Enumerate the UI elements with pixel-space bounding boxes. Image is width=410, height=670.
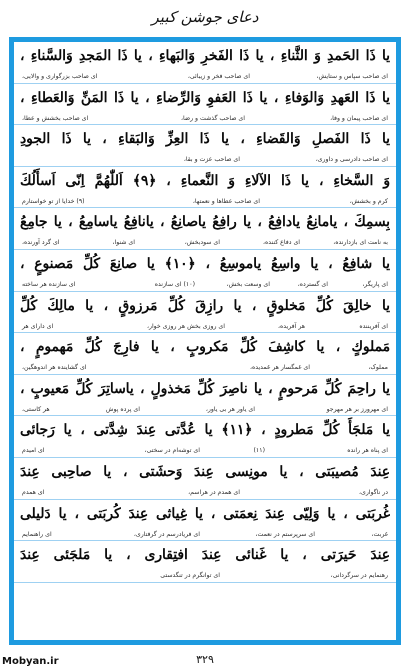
verse-row (14, 416, 396, 458)
translation-segment: ای گسترده، (297, 281, 328, 288)
arabic-line: عِندَ مُصيبَتی ، يا مونِسی عِندَ وَحشَتی ، يا صاحِبی عِندَ (20, 464, 390, 480)
translation-segment: ای غمگسار هر غمدیده، (249, 364, 310, 372)
translation-segment: ای صاحب عزت و بقا، (183, 156, 240, 164)
translation-segment: ای پرده پوش (105, 405, 140, 413)
arabic-line: غُربَتی ، يا وَلِيّی عِندَ نِعمَتی ، يا غِياثی عِندَ كُربَتی ، يا دَليلی (20, 505, 390, 522)
translation-segment: ای پاریگر، (362, 281, 388, 288)
translation-segment: ای همدم (22, 489, 45, 496)
translation-segment: ای روزی بخش هر روزی خوار، (146, 322, 225, 330)
arabic-line: عِندَ حَيرَتی ، يا غَنائی عِندَ افتِقاری ، يا مَلجَئی عِندَ (20, 547, 390, 564)
arabic-line: يا خالِقَ كُلِّ مَخلوقٍ ، يا رازِقَ كُلِّ مَرزوقٍ ، يا مالِكَ كُلِّ (20, 297, 390, 314)
translation-segment: ای صاحب پیمان و وفا، (330, 114, 388, 122)
verse-row (14, 541, 396, 583)
translation-segment: ای توشه‌ام در سختی، (144, 447, 200, 455)
verse-row (14, 500, 396, 542)
translation-segment: مملوک، (368, 364, 388, 372)
translation-segment: ای سودبخش، (184, 239, 220, 247)
translation-segment: ای آفریننده (359, 322, 388, 330)
translation-segment: ای وسعت بخش، (226, 281, 270, 288)
translation-line (20, 486, 390, 499)
translation-segment: به نامت ای بازدارنده، (333, 239, 388, 247)
translation-segment: ای صاحب سپاس و ستایش، (316, 73, 388, 80)
translation-line (20, 70, 390, 83)
translation-line (20, 528, 390, 541)
translation-segment: ای فریادرسم در گرفتاری، (133, 530, 200, 538)
page-number: ۳۲۹ (196, 653, 214, 666)
translation-line (20, 195, 390, 208)
translation-segment: هر آفریده، (278, 322, 305, 330)
translation-segment: کرم و بخشش، (349, 197, 388, 205)
site-watermark: Mobyan.ir (2, 656, 59, 667)
arabic-line: يا ذَا الحَمدِ وَ الثَّناءِ ، يا ذَا الفَخرِ وَالبَهاءِ ، يا ذَا المَجدِ وَالسَّناءِ ، (20, 48, 390, 64)
translation-segment: ای توانگرم در تنگدستی (160, 572, 220, 580)
page-title: دعای جوشن کبیر (151, 8, 259, 26)
verse-row (14, 125, 396, 167)
arabic-line: مَملوكٍ ، يا كاشِفَ كُلِّ مَكروبٍ ، يا فارِجَ كُلِّ مَهمومٍ ، (20, 339, 390, 356)
translation-line (20, 320, 390, 333)
translation-segment: ای راهنمایم (22, 530, 52, 538)
translation-line (20, 361, 390, 374)
translation-segment: هر کاستی، (22, 405, 50, 413)
arabic-line: يا مَلجَأَ كُلِّ مَطرودٍ ، ﴿١١﴾ يا عُدَّتی عِندَ شِدَّتی ، يا رَجائی (20, 422, 390, 439)
verse-row (14, 167, 396, 209)
verse-row (14, 84, 396, 126)
translation-segment: ای سرپرستم در نعمت، (255, 530, 315, 538)
translation-segment: ای صاحب فخر و زیبائی، (187, 73, 250, 80)
translation-segment: ای صاحب دادرسی و داوری، (315, 156, 388, 164)
translation-segment: ای همدم در هراسم، (188, 489, 240, 496)
arabic-line: وَ السَّخاءِ ، يا ذَا الآلاءِ وَ النَّعماءِ ، ﴿٩﴾ اَللّٰهُمَّ اِنّی اَسأَلُكَ (20, 172, 390, 189)
translation-segment: در ناگواری، (358, 489, 388, 496)
translation-segment: ای دارای هر (22, 322, 54, 330)
verse-row (14, 208, 396, 250)
translation-segment: (۱۱) (253, 447, 265, 455)
translation-line (20, 403, 390, 416)
translation-line (20, 236, 390, 249)
arabic-line: بِسمِكَ ، يامانِعُ يادافِعُ ، يا رافِعُ ياصانِعُ ، يانافِعُ ياسامِعُ ، يا جامِعُ (20, 214, 390, 231)
translation-segment: (۹) خدایا از تو خواستارم (22, 197, 85, 205)
translation-segment: ای صاحب بخشش و عطا، (22, 114, 89, 122)
translation-segment: ای صاحب عطاها و نعمتها، (192, 197, 260, 205)
arabic-line: يا ذَا الفَصلِ وَالقَضاءِ ، يا ذَا العِزِّ وَالبَقاءِ ، يا ذَا الجودِ (20, 131, 390, 148)
translation-segment: ای دفاع کننده، (263, 239, 300, 247)
translation-segment: (۱۰) ای سازنده (154, 281, 195, 288)
translation-segment: ای سازنده هر ساخته (22, 281, 76, 288)
verse-row (14, 375, 396, 417)
translation-segment: ای گرد آورنده، (22, 239, 60, 247)
translation-segment: ای مهرورز بر هر مهرجو (326, 405, 388, 413)
translation-segment: غربت، (371, 530, 388, 538)
translation-segment: ای شنوا، (112, 239, 135, 247)
translation-segment: ای امیدم (22, 447, 45, 455)
verse-row (14, 250, 396, 292)
translation-segment: ای صاحب بزرگواری و والایی، (22, 73, 98, 80)
verse-row (14, 458, 396, 500)
translation-line (20, 153, 390, 166)
translation-segment: ای گشاینده هر اندوهگین، (22, 364, 87, 372)
translation-segment: ای صاحب گذشت و رضا، (180, 114, 245, 122)
translation-line (20, 444, 390, 457)
translation-line (20, 278, 390, 291)
text-frame (9, 37, 401, 645)
translation-segment: ای یاور هر بی یاور، (205, 405, 255, 413)
arabic-line: يا ذَا العَهدِ وَالوَفاءِ ، يا ذَا العَفوِ وَالرِّضاءِ ، يا ذَا المَنِّ وَالعَطاءِ ، (20, 89, 390, 106)
arabic-line: يا راحِمَ كُلِّ مَرحومٍ ، يا ناصِرَ كُلِّ مَخذولٍ ، ياساتِرَ كُلِّ مَعيوبٍ ، (20, 380, 390, 397)
verse-row (14, 292, 396, 334)
verse-row (14, 333, 396, 375)
text-panel (14, 42, 396, 640)
verse-row (14, 42, 396, 84)
translation-segment: رهنمایم در سرگردانی، (330, 572, 388, 580)
translation-line (20, 112, 390, 125)
translation-line (20, 569, 390, 582)
arabic-line: يا شافِعُ ، يا واسِعُ ياموسِعُ ، ﴿١٠﴾ يا صانِعَ كُلِّ مَصنوعٍ ، (20, 256, 390, 272)
translation-segment: ای پناه هر رانده (347, 447, 388, 455)
